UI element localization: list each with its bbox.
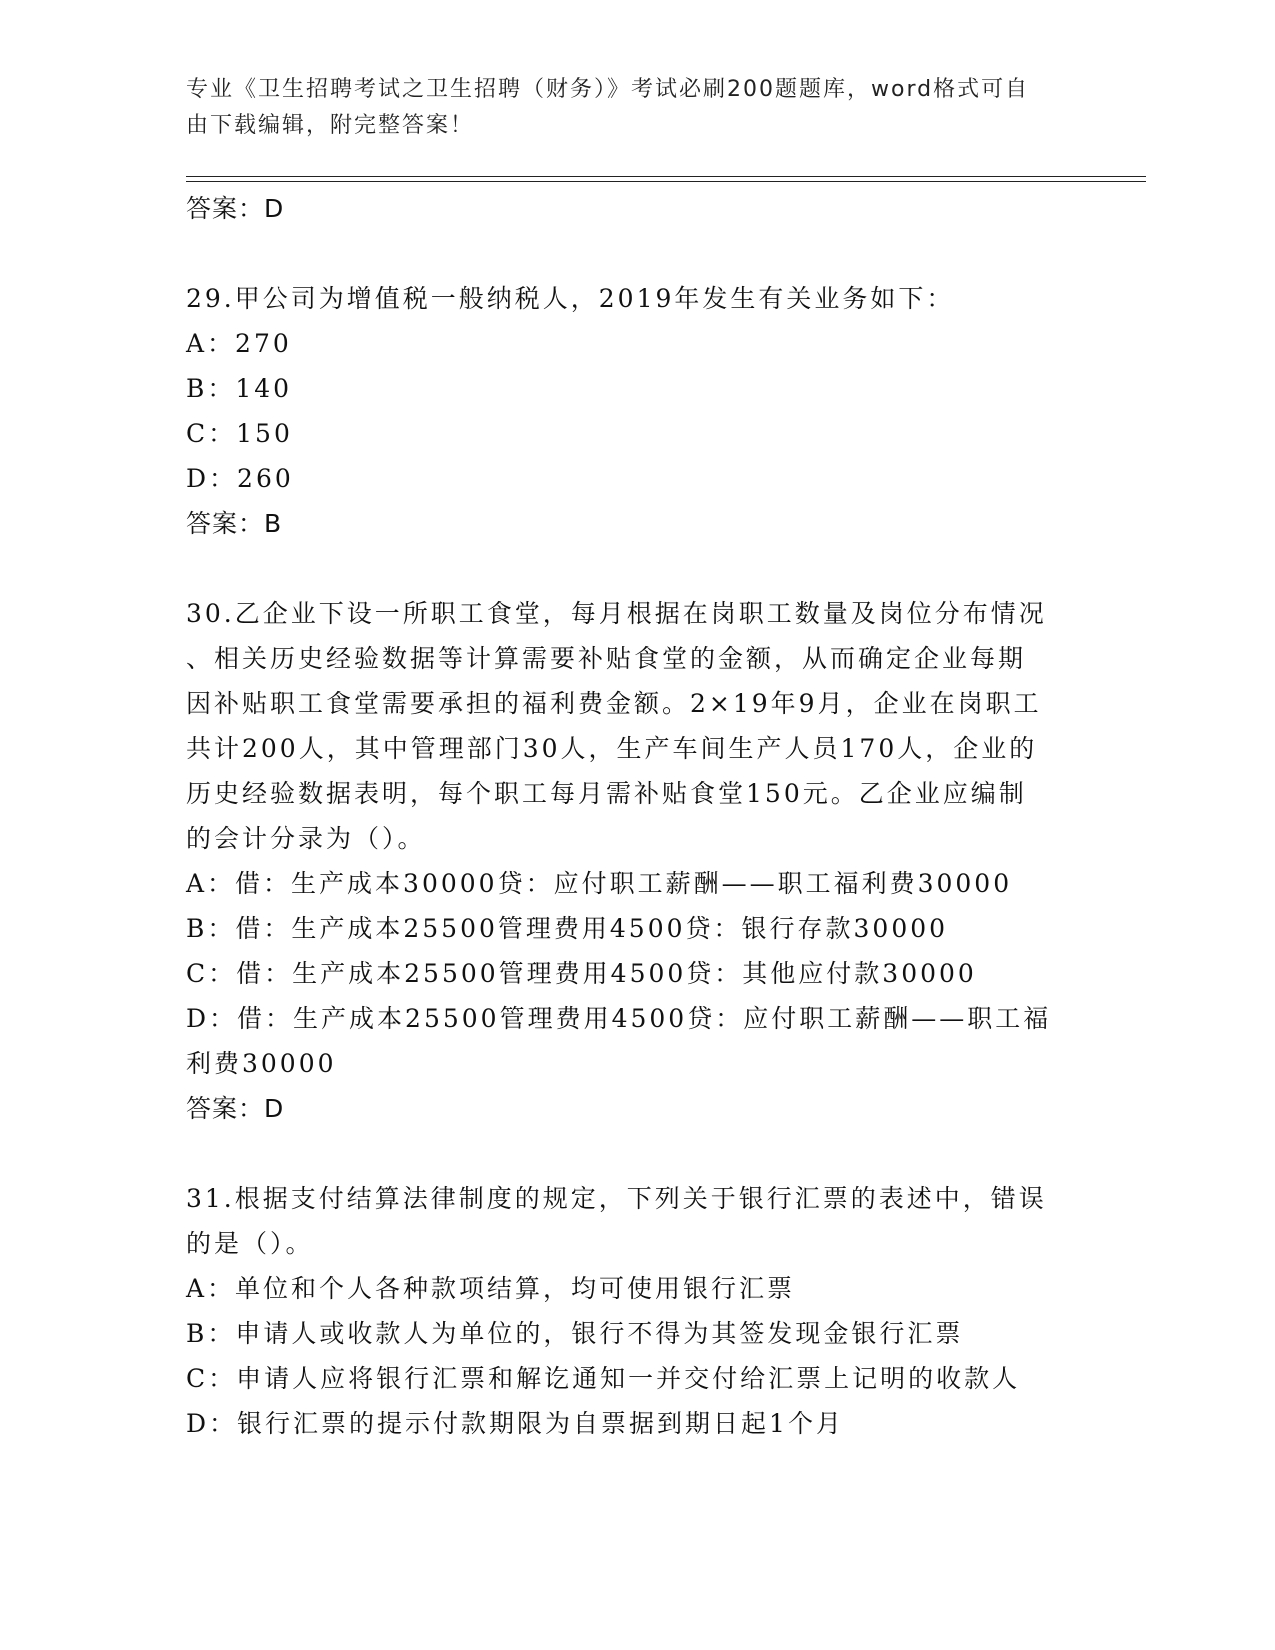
header-line-2: 由下载编辑，附完整答案！ (186, 113, 475, 138)
text-line: B：140 (186, 374, 293, 403)
text-line: A：单位和个人各种款项结算，均可使用银行汇票 (186, 1274, 796, 1303)
text-line: 因补贴职工食堂需要承担的福利费金额。2×19年9月，企业在岗职工 (186, 689, 1042, 718)
text-line: 共计200人，其中管理部门30人，生产车间生产人员170人，企业的 (186, 734, 1038, 763)
block-spacer (186, 546, 1086, 591)
text-line: D：260 (186, 464, 294, 493)
text-line: 的是（）。 (186, 1229, 314, 1258)
header-line-1: 专业《卫生招聘考试之卫生招聘（财务）》考试必刷200题题库，word格式可自 (186, 77, 1030, 102)
text-line: B：申请人或收款人为单位的，银行不得为其签发现金银行汇票 (186, 1319, 964, 1348)
text-line: 历史经验数据表明，每个职工每月需补贴食堂150元。乙企业应编制 (186, 779, 1027, 808)
answer-line: 答案：D (186, 194, 285, 223)
text-line: 的会计分录为（）。 (186, 824, 426, 853)
text-line: B：借：生产成本25500管理费用4500贷：银行存款30000 (186, 914, 949, 943)
header-divider-thick (186, 176, 1146, 177)
text-line: 利费30000 (186, 1049, 337, 1078)
document-body (186, 186, 1086, 1446)
text-line: C：150 (186, 419, 293, 448)
text-line: 29.甲公司为增值税一般纳税人，2019年发生有关业务如下： (186, 284, 955, 313)
header-divider-thin (186, 181, 1146, 182)
text-line: C：借：生产成本25500管理费用4500贷：其他应付款30000 (186, 959, 977, 988)
text-line: D：银行汇票的提示付款期限为自票据到期日起1个月 (186, 1409, 844, 1438)
page-header (186, 72, 1066, 144)
text-line: 、相关历史经验数据等计算需要补贴食堂的金额，从而确定企业每期 (186, 644, 1027, 673)
text-line: C：申请人应将银行汇票和解讫通知一并交付给汇票上记明的收款人 (186, 1364, 1021, 1393)
text-line: 31.根据支付结算法律制度的规定，下列关于银行汇票的表述中，错误 (186, 1184, 1047, 1213)
text-line: D：借：生产成本25500管理费用4500贷：应付职工薪酬——职工福 (186, 1004, 1052, 1033)
block-spacer (186, 1131, 1086, 1176)
answer-line: 答案：B (186, 509, 283, 538)
answer-line: 答案：D (186, 1094, 285, 1123)
text-line: A：借：生产成本30000贷：应付职工薪酬——职工福利费30000 (186, 869, 1013, 898)
block-spacer (186, 231, 1086, 276)
text-line: A：270 (186, 329, 292, 358)
text-line: 30.乙企业下设一所职工食堂，每月根据在岗职工数量及岗位分布情况 (186, 599, 1047, 628)
